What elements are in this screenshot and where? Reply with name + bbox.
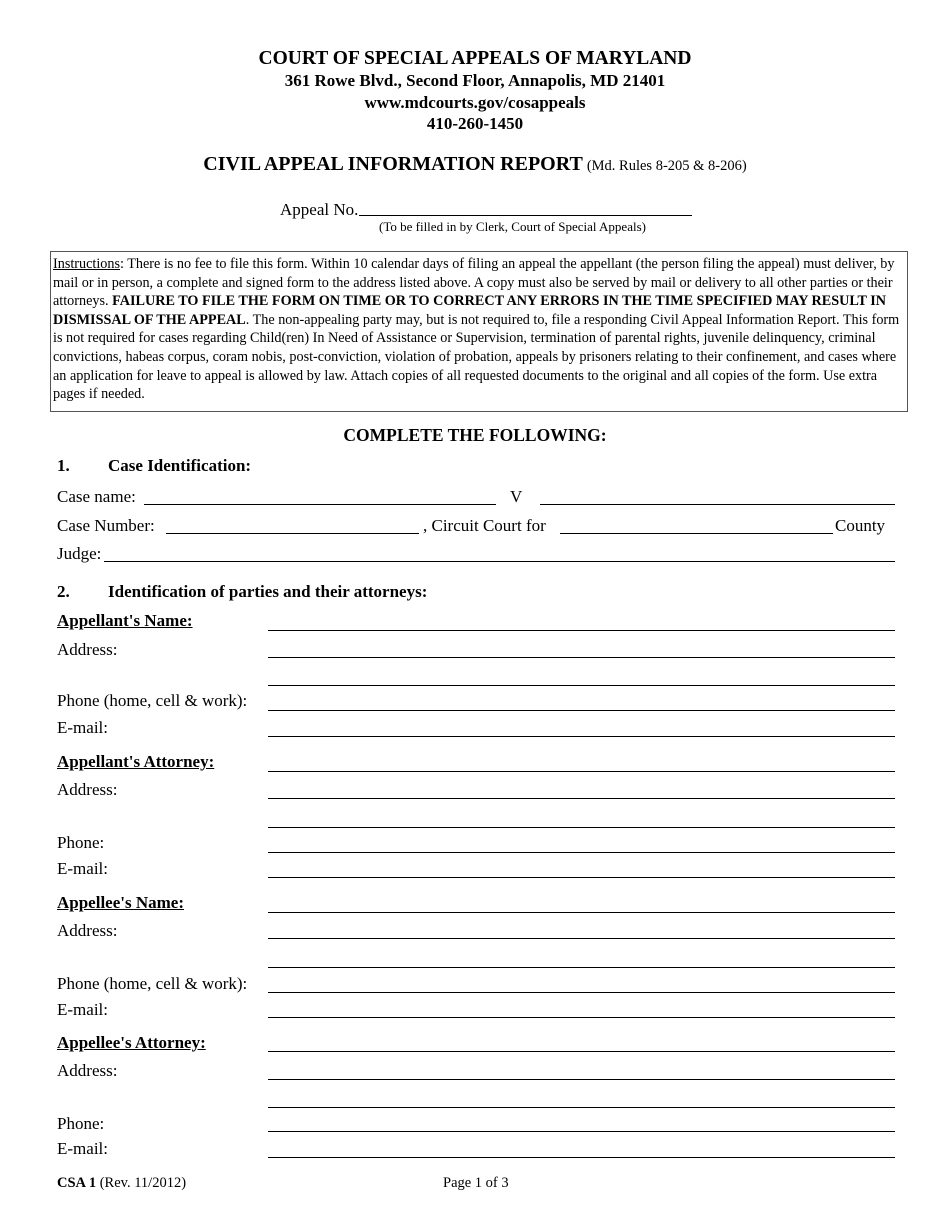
appellee-attorney-address-field-1[interactable] bbox=[268, 1079, 895, 1080]
appellant-attorney-field[interactable] bbox=[268, 771, 895, 772]
appellant-address-field-1[interactable] bbox=[268, 657, 895, 658]
appellant-attorney-phone-label: Phone: bbox=[57, 833, 105, 852]
appellant-attorney-address-label: Address: bbox=[57, 780, 118, 799]
appellant-attorney-heading: Appellant's Attorney: bbox=[57, 752, 215, 771]
appellee-name-field[interactable] bbox=[268, 912, 895, 913]
appellee-address-label: Address: bbox=[57, 921, 118, 940]
appellee-attorney-field[interactable] bbox=[268, 1051, 895, 1052]
court-website: www.mdcourts.gov/cosappeals bbox=[364, 93, 586, 112]
appellee-attorney-heading: Appellee's Attorney: bbox=[57, 1033, 206, 1052]
appellee-attorney-email-field[interactable] bbox=[268, 1157, 895, 1158]
appellant-address-label: Address: bbox=[57, 640, 118, 659]
appellant-name-heading: Appellant's Name: bbox=[57, 611, 193, 630]
case-name-field-2[interactable] bbox=[540, 504, 895, 505]
section-1-number: 1. bbox=[57, 456, 70, 475]
complete-heading: COMPLETE THE FOLLOWING: bbox=[343, 425, 607, 445]
appeal-no-label: Appeal No. bbox=[280, 200, 359, 219]
case-number-label: Case Number: bbox=[57, 516, 155, 535]
appellee-address-field-2[interactable] bbox=[268, 967, 895, 968]
appellee-attorney-address-label: Address: bbox=[57, 1061, 118, 1080]
footer-page-number: Page 1 of 3 bbox=[443, 1175, 509, 1191]
section-2-number: 2. bbox=[57, 582, 70, 601]
county-label: County bbox=[835, 516, 886, 535]
section-2-title: Identification of parties and their attorneys: bbox=[108, 582, 428, 601]
report-title: CIVIL APPEAL INFORMATION REPORT bbox=[203, 153, 583, 175]
appellant-attorney-address-field-1[interactable] bbox=[268, 798, 895, 799]
judge-field[interactable] bbox=[104, 561, 895, 562]
circuit-court-label: , Circuit Court for bbox=[423, 516, 546, 535]
appellant-phone-field[interactable] bbox=[268, 710, 895, 711]
instructions-text-1: : There is no fee to file this form. Within 10 calendar days of filing an appeal the appellant (the person filing the appeal) must deliver, by mail or in person, a complete and signed form to the address listed above. A copy must also be served by mail or delivery to all other parties or their attorneys. bbox=[53, 256, 895, 310]
case-name-field-1[interactable] bbox=[144, 504, 496, 505]
report-title-row bbox=[0, 153, 950, 176]
appellant-email-label: E-mail: bbox=[57, 718, 108, 737]
appellant-email-field[interactable] bbox=[268, 736, 895, 737]
appellant-attorney-email-label: E-mail: bbox=[57, 859, 108, 878]
appeal-no-note: (To be filled in by Clerk, Court of Special Appeals) bbox=[379, 219, 646, 234]
appeal-no-field[interactable] bbox=[359, 215, 692, 216]
appellee-address-field-1[interactable] bbox=[268, 938, 895, 939]
case-number-field[interactable] bbox=[166, 533, 419, 534]
instructions-box bbox=[50, 251, 908, 412]
appellee-name-heading: Appellee's Name: bbox=[57, 893, 185, 912]
judge-label: Judge: bbox=[57, 544, 102, 563]
appellee-email-field[interactable] bbox=[268, 1017, 895, 1018]
appellee-email-label: E-mail: bbox=[57, 1000, 108, 1019]
report-rules: (Md. Rules 8-205 & 8-206) bbox=[586, 158, 747, 174]
footer-revision: (Rev. 11/2012) bbox=[99, 1175, 187, 1191]
instructions-warning: FAILURE TO FILE THE FORM ON TIME OR TO CORRECT ANY ERRORS IN THE TIME SPECIFIED MAY RESULT IN DISMISSAL OF THE APPEAL bbox=[53, 293, 887, 328]
appellee-phone-field[interactable] bbox=[268, 992, 895, 993]
appellant-name-field[interactable] bbox=[268, 630, 895, 631]
appellant-attorney-address-field-2[interactable] bbox=[268, 827, 895, 828]
case-name-label: Case name: bbox=[57, 487, 136, 506]
appellant-attorney-email-field[interactable] bbox=[268, 877, 895, 878]
appellee-phone-label: Phone (home, cell & work): bbox=[57, 974, 248, 993]
appellant-attorney-phone-field[interactable] bbox=[268, 852, 895, 853]
appellant-phone-label: Phone (home, cell & work): bbox=[57, 691, 248, 710]
appellee-attorney-phone-label: Phone: bbox=[57, 1114, 105, 1133]
section-1-title: Case Identification: bbox=[108, 456, 252, 475]
instructions-heading: Instructions bbox=[53, 256, 120, 272]
appellee-attorney-email-label: E-mail: bbox=[57, 1139, 108, 1158]
court-address: 361 Rowe Blvd., Second Floor, Annapolis, MD 21401 bbox=[284, 71, 666, 90]
appellant-address-field-2[interactable] bbox=[268, 685, 895, 686]
footer-form-id: CSA 1 bbox=[57, 1175, 97, 1191]
appellee-attorney-phone-field[interactable] bbox=[268, 1131, 895, 1132]
instructions-text-2: . The non-appealing party may, but is not required to, file a responding Civil Appeal Information Report. This form is not required for cases regarding Child(ren) In Need of Assistance or Supervision, termination of parental rights, juvenile delinquency, criminal convictions, habeas corpus, coram nobis, post-conviction, violation of probation, appeals by prisoners relating to their confinement, and cases where an application for leave to appeal is allowed by law. Attach copies of all requested documents to the original and all copies of the form. Use extra pages if needed. bbox=[53, 311, 900, 403]
court-name: COURT OF SPECIAL APPEALS OF MARYLAND bbox=[258, 48, 692, 69]
court-phone: 410-260-1450 bbox=[426, 114, 524, 133]
footer-form-id-row bbox=[57, 1175, 186, 1192]
appellee-attorney-address-field-2[interactable] bbox=[268, 1107, 895, 1108]
circuit-court-field[interactable] bbox=[560, 533, 833, 534]
versus-label: V bbox=[510, 487, 523, 506]
